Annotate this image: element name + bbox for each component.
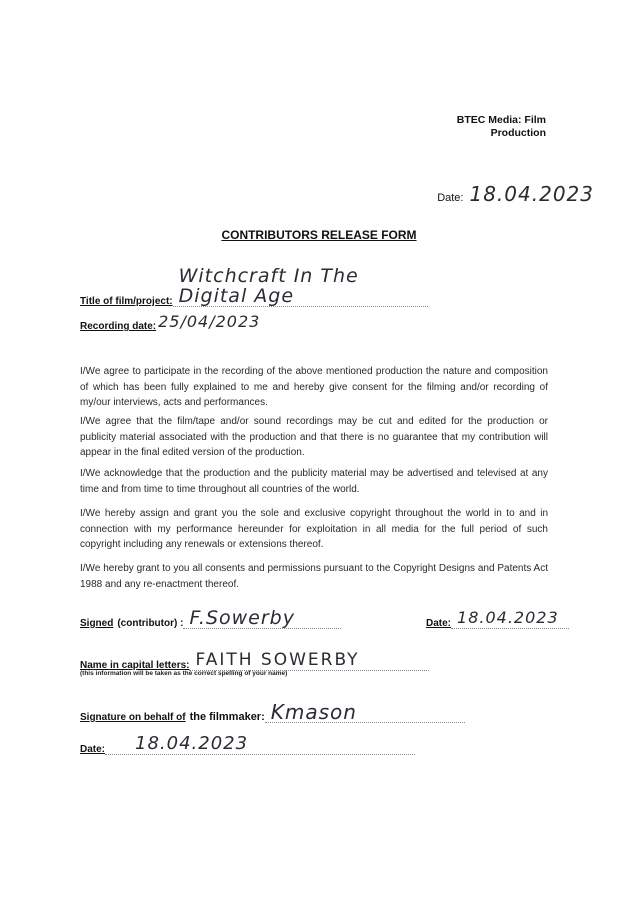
project-label: Title of film/project: bbox=[80, 296, 173, 307]
course-header-line2: Production bbox=[490, 127, 546, 139]
form-title: CONTRIBUTORS RELEASE FORM bbox=[221, 228, 417, 242]
paragraph-3: I/We acknowledge that the production and the publicity material may be advertised and televised at any time and from time to time throughout all countries of the world. bbox=[80, 468, 548, 495]
filmmaker-value-line bbox=[265, 702, 465, 723]
signed-label-rest: (contributor) : bbox=[117, 618, 184, 629]
name-field bbox=[80, 650, 429, 671]
filmmaker-field bbox=[80, 702, 465, 723]
final-date-field bbox=[80, 734, 415, 755]
contributor-signature: F.Sowerby bbox=[189, 607, 295, 629]
final-date-line bbox=[105, 734, 415, 755]
filmmaker-label: Signature on behalf of bbox=[80, 712, 186, 723]
project-value-line bbox=[173, 266, 428, 307]
project-value: Witchcraft In The Digital Age bbox=[178, 265, 359, 307]
signed-label: Signed bbox=[80, 618, 114, 629]
paragraph-5: I/We hereby grant to you all consents and permissions pursuant to the Copyright Designs and Patents Act 1988 and any re-enactment thereof. bbox=[80, 563, 548, 590]
course-header bbox=[457, 114, 546, 140]
filmmaker-signature: Kmason bbox=[270, 700, 357, 724]
filmmaker-label-rest: the filmmaker: bbox=[189, 711, 265, 723]
project-field bbox=[80, 266, 428, 307]
top-date-label: Date: bbox=[437, 192, 464, 204]
paragraph-1: I/We agree to participate in the recording of the above mentioned production the nature and composition of which has been fully explained to me and hereby give consent for the filming and/or recording of my/our interviews, acts and performances. bbox=[80, 366, 548, 408]
top-date-value: 18.04.2023 bbox=[469, 182, 594, 206]
name-note: (this information will be taken as the correct spelling of your name) bbox=[80, 670, 288, 677]
recording-value: 25/04/2023 bbox=[158, 312, 261, 331]
recording-field bbox=[80, 312, 260, 332]
top-date bbox=[437, 184, 594, 204]
signed-date-label: Date: bbox=[426, 618, 452, 629]
course-header-line1: BTEC Media: Film bbox=[456, 114, 546, 126]
recording-label: Recording date: bbox=[80, 321, 157, 332]
paragraph-2: I/We agree that the film/tape and/or sound recordings may be cut and edited for the production or publicity material associated with the production and that there is no guarantee that my contribution will appear in the final edited version of the production. bbox=[80, 416, 548, 458]
signed-date-value: 18.04.2023 bbox=[457, 608, 559, 627]
final-date-label: Date: bbox=[80, 744, 106, 755]
name-value: FAITH SOWERBY bbox=[195, 650, 360, 670]
paragraph-4: I/We hereby assign and grant you the sole and exclusive copyright throughout the world in to and in connection with my performance hereunder for exploitation in all media for the full period of such copyright including any renewals or extensions thereof. bbox=[80, 508, 548, 550]
signed-value-line bbox=[183, 608, 341, 629]
final-date-value: 18.04.2023 bbox=[135, 733, 249, 754]
signed-date-line bbox=[451, 608, 569, 629]
signed-field bbox=[80, 608, 341, 629]
name-label: Name in capital letters: bbox=[80, 660, 190, 671]
signed-date-field bbox=[426, 608, 569, 629]
name-value-line bbox=[189, 650, 429, 671]
